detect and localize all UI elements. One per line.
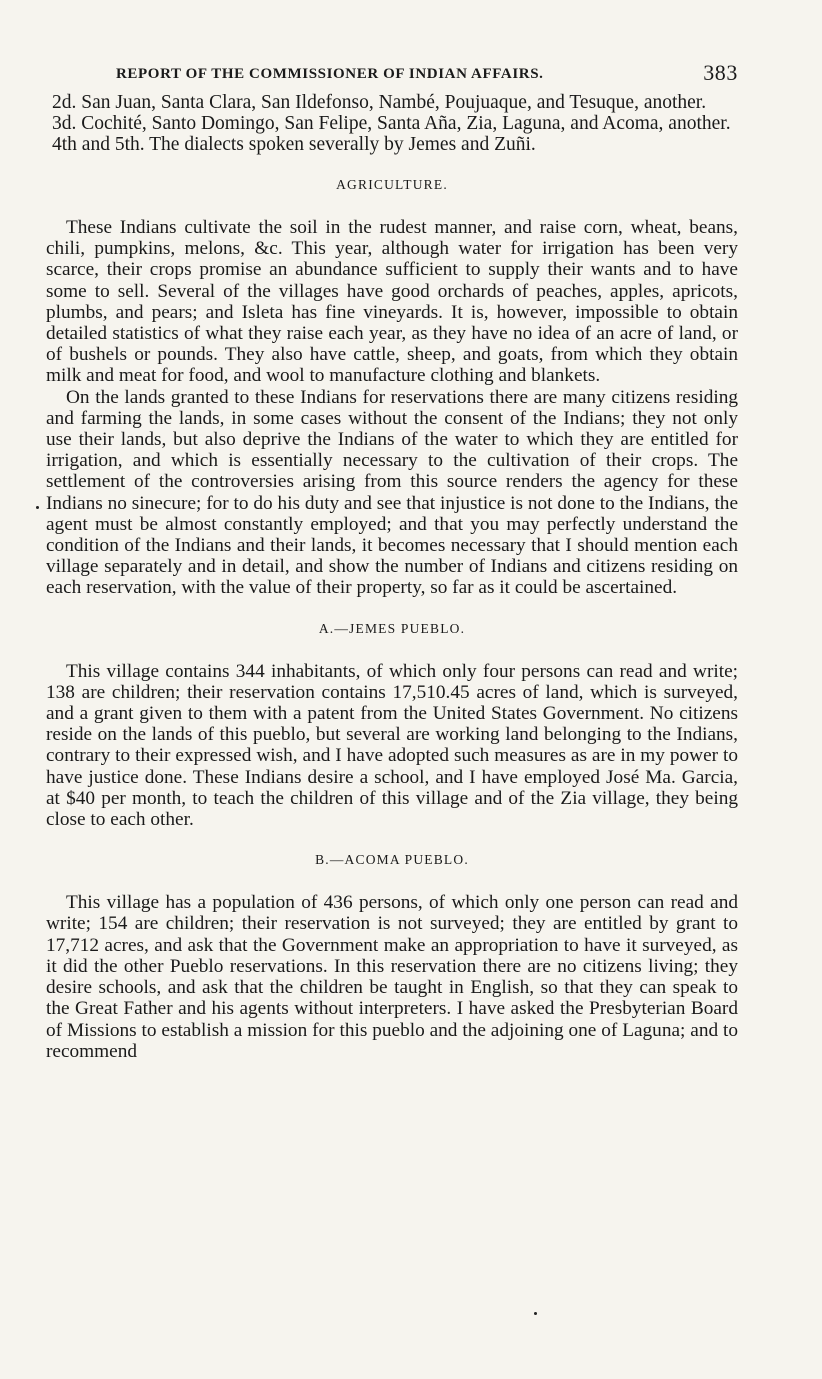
running-head [46,60,738,92]
agriculture-paragraph-1: These Indians cultivate the soil in the rudest manner, and raise corn, wheat, beans, chili, pumpkins, melons, &c. This year, although water for irrigation has been very scarce, their crops promise an abundance sufficient to supply their wants and to have some to sell. Several of the villages have good orchards of peaches, apples, apricots, plumbs, and pears; and Isleta has fine vineyards. It is, however, impossible to obtain detailed statistics of what they raise each year, as they have no idea of an acre of land, or of bushels or pounds. They also have cattle, sheep, and goats, from which they obtain milk and meat for food, and wool to manufacture clothing and blankets. [46,217,738,387]
dialect-group-2: 2d. San Juan, Santa Clara, San Ildefonso, Nambé, Poujuaque, and Tesuque, another. [52,92,707,113]
heading-acoma-pueblo: B.—ACOMA PUEBLO. [315,852,469,868]
dialect-group-4-5: 4th and 5th. The dialects spoken severally by Jemes and Zuñi. [52,134,536,155]
dialect-group-3: 3d. Cochité, Santo Domingo, San Felipe, Santa Aña, Zia, Laguna, and Acoma, another. [52,113,731,134]
print-speck [534,1312,537,1315]
heading-jemes-pueblo: A.—JEMES PUEBLO. [318,620,466,636]
running-head-title: REPORT OF THE COMMISSIONER OF INDIAN AFFAIRS. [116,66,544,82]
heading-agriculture: AGRICULTURE. [336,177,448,192]
document-page [46,60,738,1062]
jemes-paragraph: This village contains 344 inhabitants, of which only four persons can read and write; 138 are children; their reservation contains 17,510.45 acres of land, which is surveyed, and a grant given to them with a patent from the United States Government. No citizens reside on the lands of this pueblo, but several are working land belonging to the Indians, contrary to their expressed wish, and I have adopted such measures as are in my power to have justice done. These Indians desire a school, and I have employed José Ma. Garcia, at $40 per month, to teach the children of this village and of the Zia village, they being close to each other. [46,660,738,831]
print-speck [36,506,39,509]
page-number: 383 [703,60,738,85]
agriculture-paragraph-2: On the lands granted to these Indians for reservations there are many citizens residing and farming the lands, in some cases without the consent of the Indians; they not only use their lands, but also deprive the Indians of the water to which they are entitled for irrigation, and which is essentially necessary to the cultivation of their crops. The settlement of the controversies arising from this source renders the agency for these Indians no sinecure; for to do his duty and see that injustice is not done to the Indians, the agent must be almost constantly employed; and that you may perfectly understand the condition of the Indians and their lands, it becomes necessary that I should mention each village separately and in detail, and show the number of Indians and citizens residing on each reservation, with the value of their property, so far as it could be ascertained. [46,386,738,599]
acoma-paragraph: This village has a population of 436 persons, of which only one person can read and write; 154 are children; their reservation is not surveyed; they are entitled by grant to 17,712 acres, and ask that the Government make an appropriation to have it surveyed, as it did the other Pueblo reservations. In this reservation there are no citizens living; they desire schools, and ask that the children be taught in English, so that they can speak to the Great Father and his agents without interpreters. I have asked the Presbyterian Board of Missions to establish a mission for this pueblo and the adjoining one of Laguna; and to recommend [46,892,738,1062]
